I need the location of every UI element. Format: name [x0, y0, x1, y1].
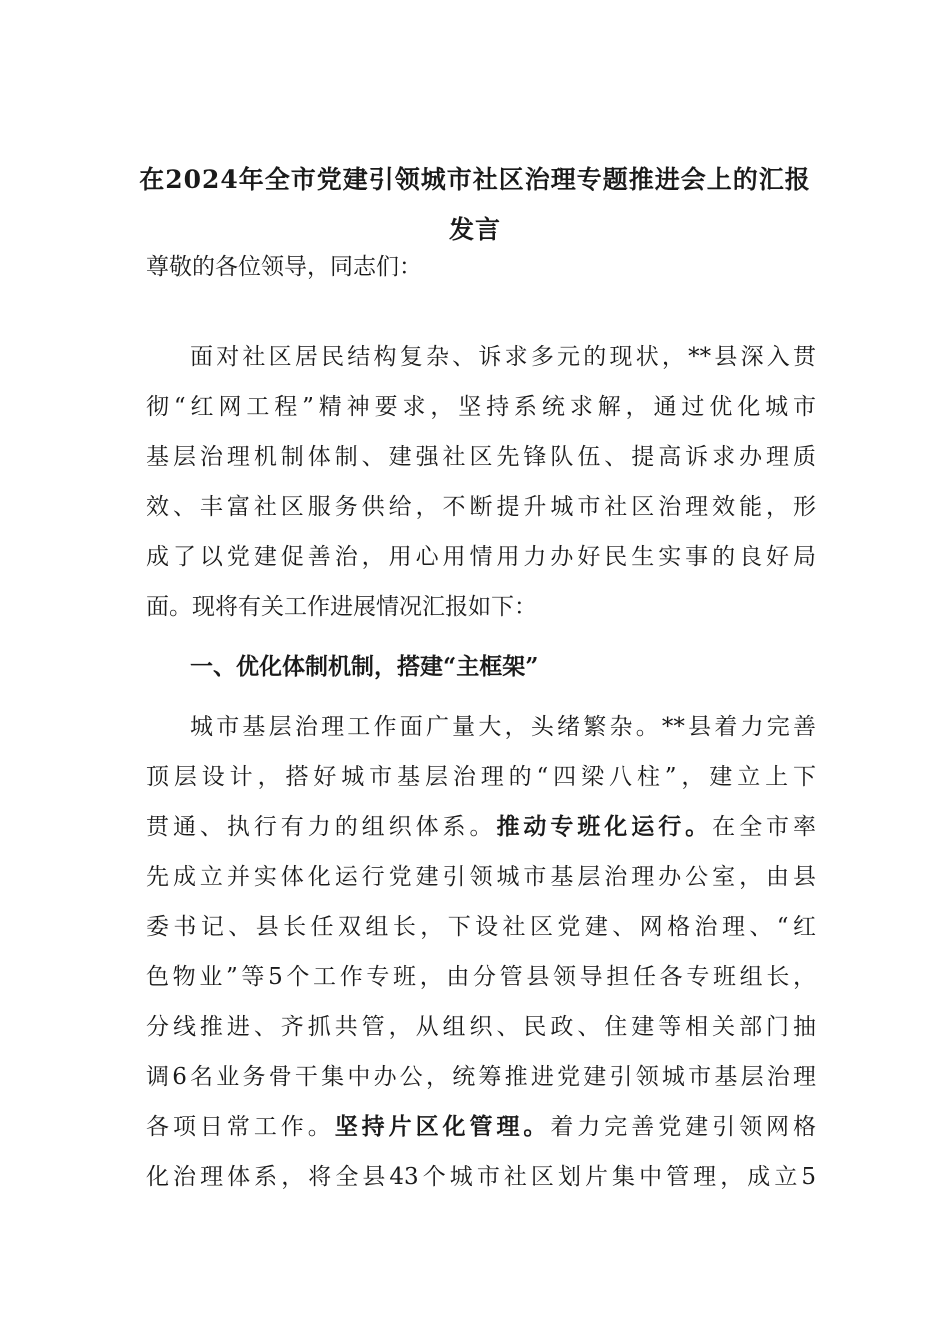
section-1-line-3 — [146, 808, 816, 841]
section-1-line-10: 化治理体系，将全县43个城市社区划片集中管理，成立5 — [146, 1164, 816, 1190]
bold-lead-zone-management: 坚持片区化管理。 — [334, 1113, 551, 1140]
section-1-line-9-tail: 着力完善党建引领网格 — [550, 1114, 817, 1140]
section-1-line-2: 顶层设计，搭好城市基层治理的“四梁八柱”，建立上下 — [146, 764, 816, 790]
section-1-line-3-tail: 在全市率 — [712, 814, 817, 840]
section-1-line-7: 分线推进、齐抓共管，从组织、民政、住建等相关部门抽 — [146, 1014, 816, 1040]
document-title-line-1: 在2024年全市党建引领城市社区治理专题推进会上的汇报 — [139, 165, 811, 194]
section-1-line-5: 委书记、县长任双组长，下设社区党建、网格治理、“红 — [146, 914, 816, 940]
intro-line-6: 面。现将有关工作进展情况汇报如下： — [146, 594, 537, 620]
intro-line-5: 成了以党建促善治，用心用情用力办好民生实事的良好局 — [146, 544, 816, 570]
intro-line-1: 面对社区居民结构复杂、诉求多元的现状，**县深入贯 — [190, 344, 816, 370]
intro-line-4: 效、丰富社区服务供给，不断提升城市社区治理效能，形 — [146, 494, 816, 520]
bold-lead-specialized-operation: 推动专班化运行。 — [496, 813, 713, 840]
salutation: 尊敬的各位领导，同志们： — [146, 254, 422, 280]
intro-line-3: 基层治理机制体制、建强社区先锋队伍、提高诉求办理质 — [146, 444, 816, 470]
document-title-line-2: 发言 — [448, 215, 501, 244]
section-1-heading: 一、优化体制机制，搭建“主框架” — [190, 653, 539, 680]
section-1-line-8: 调6名业务骨干集中办公，统筹推进党建引领城市基层治理 — [146, 1064, 816, 1090]
section-1-line-1: 城市基层治理工作面广量大，头绪繁杂。**县着力完善 — [190, 714, 816, 740]
section-1-line-6: 色物业”等5个工作专班，由分管县领导担任各专班组长， — [146, 964, 816, 990]
section-1-line-4: 先成立并实体化运行党建引领城市基层治理办公室，由县 — [146, 864, 816, 890]
intro-line-2: 彻“红网工程”精神要求，坚持系统求解，通过优化城市 — [146, 394, 816, 420]
section-1-line-9-text: 各项日常工作。 — [146, 1114, 335, 1140]
section-1-line-9 — [146, 1108, 816, 1141]
section-1-line-3-text: 贯通、执行有力的组织体系。 — [146, 814, 497, 840]
